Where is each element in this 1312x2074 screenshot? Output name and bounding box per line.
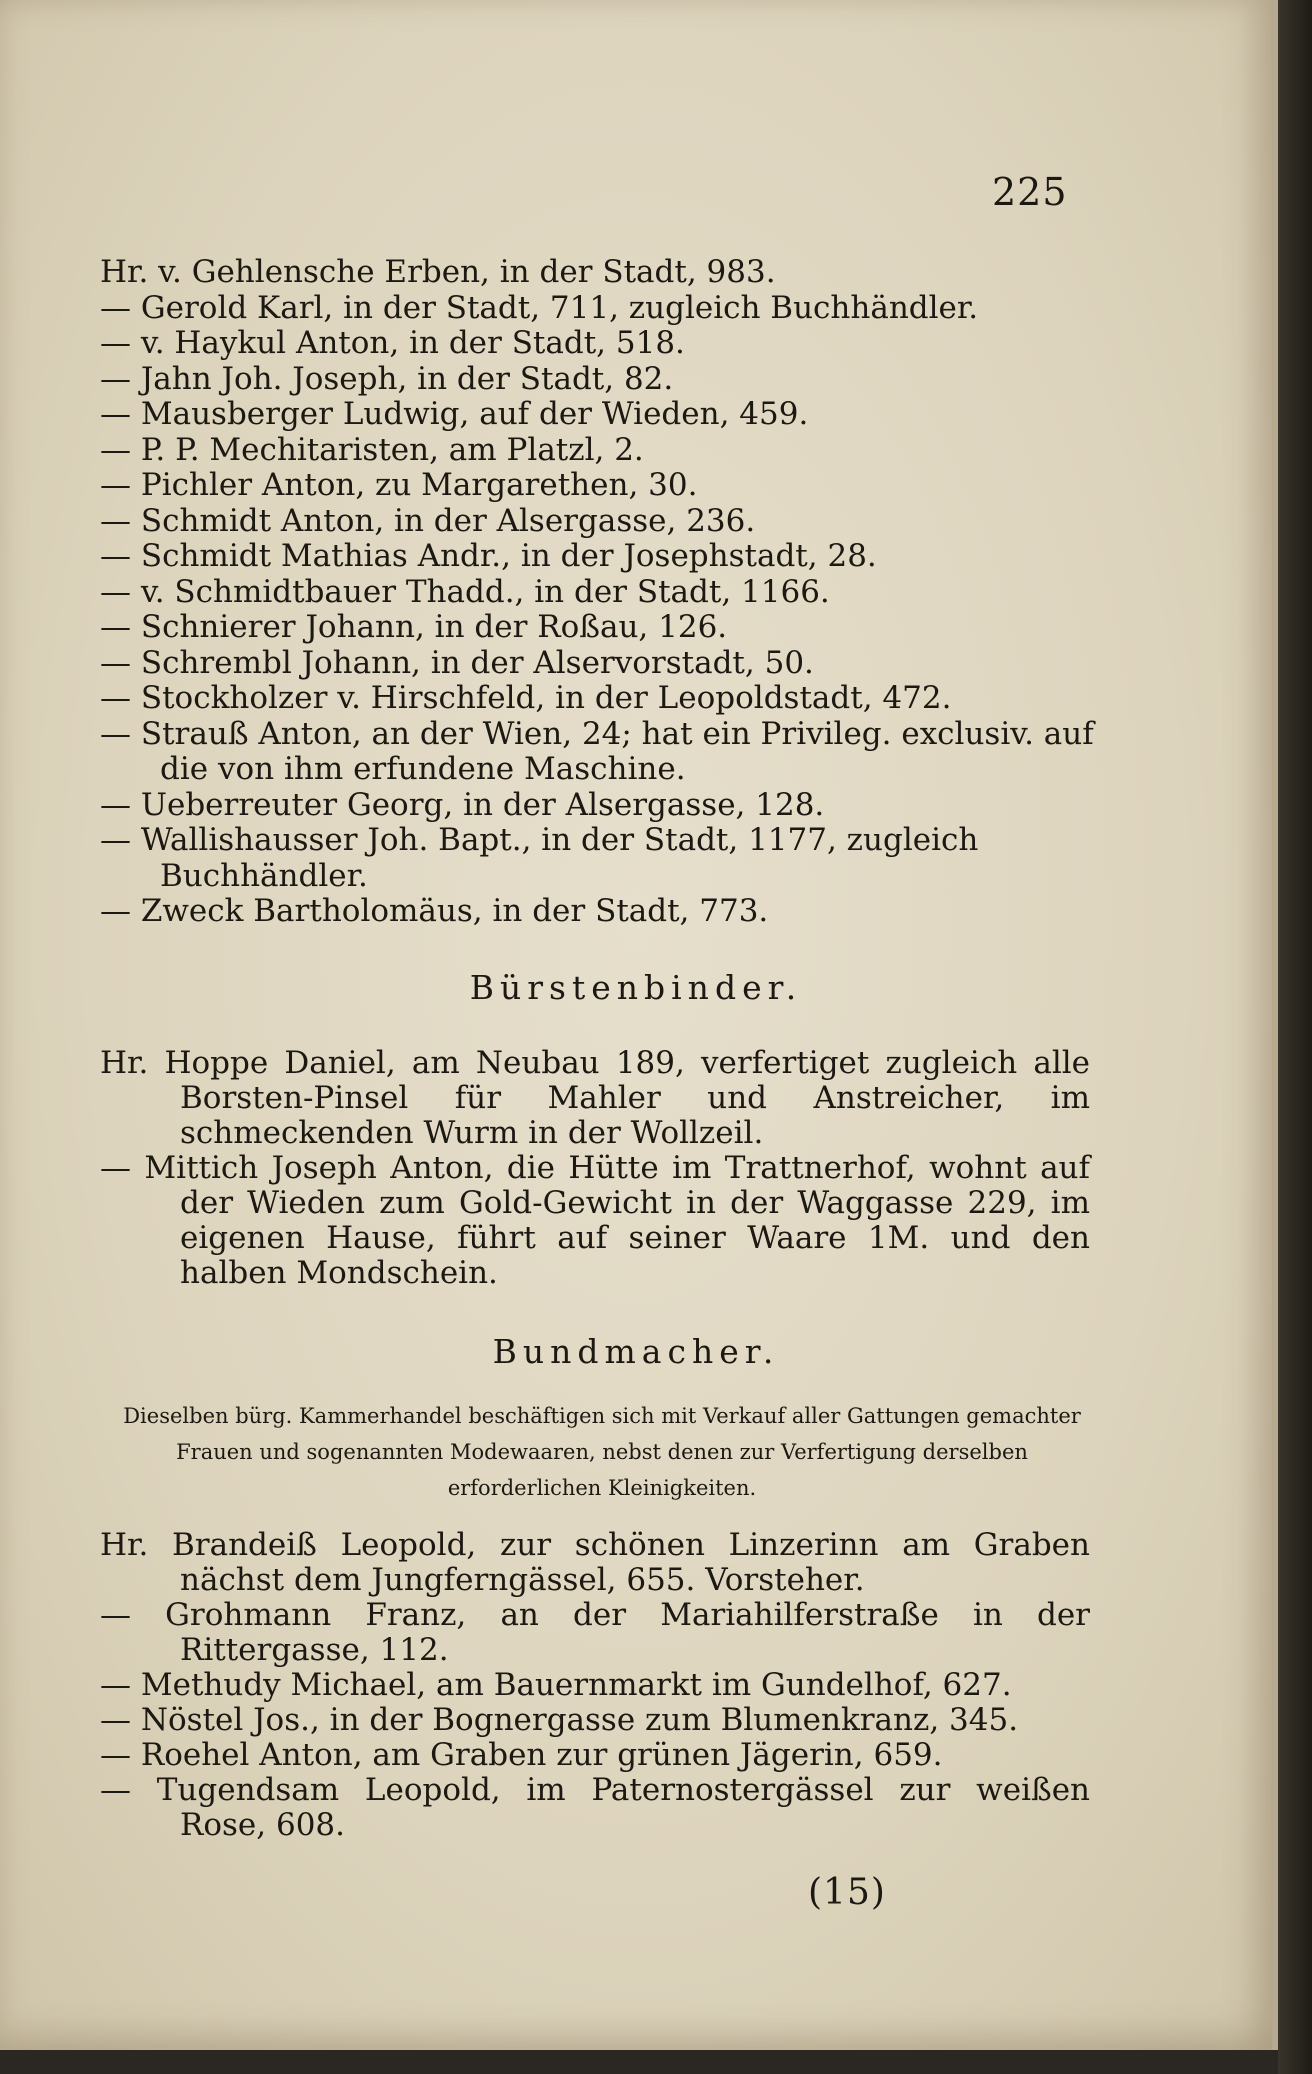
page-number: 225 — [992, 170, 1068, 214]
list-item: — Roehel Anton, am Graben zur grünen Jägerin, 659. — [100, 1737, 943, 1773]
list-item: — v. Haykul Anton, in der Stadt, 518. — [100, 325, 685, 361]
book-gutter — [1278, 0, 1312, 2074]
list-item: — Stockholzer v. Hirschfeld, in der Leopoldstadt, 472. — [100, 680, 952, 716]
bundmacher-note: Dieselben bürg. Kammerhandel beschäftigen sich mit Verkauf aller Gattungen gemachter Frauen und sogenannten Modewaaren, nebst denen zur Verfertigung derselben erforderlichen Kleinigkeiten. — [123, 1404, 1081, 1500]
list-item: — Pichler Anton, zu Margarethen, 30. — [100, 467, 698, 503]
list-item: — Schmidt Mathias Andr., in der Josephstadt, 28. — [100, 538, 877, 574]
list-item: — Gerold Karl, in der Stadt, 711, zugleich Buchhändler. — [100, 289, 979, 326]
section-heading-bundmacher: Bundmacher. — [492, 1332, 780, 1371]
list-item: — Jahn Joh. Joseph, in der Stadt, 82. — [100, 360, 674, 397]
list-item: — Zweck Bartholomäus, in der Stadt, 773. — [100, 893, 769, 929]
list-item: — Grohmann Franz, an der Mariahilferstraße in der Rittergasse, 112. — [100, 1597, 1090, 1668]
list-item: Hr. v. Gehlensche Erben, in der Stadt, 983. — [100, 254, 776, 290]
bundmacher-list — [100, 1528, 1090, 1843]
list-item: — Schmidt Anton, in der Alsergasse, 236. — [100, 502, 756, 539]
list-item: — Methudy Michael, am Bauernmarkt im Gundelhof, 627. — [100, 1667, 1012, 1703]
list-item: — v. Schmidtbauer Thadd., in der Stadt, 1166. — [100, 573, 830, 610]
list-item: Hr. Brandeiß Leopold, zur schönen Linzerinn am Graben nächst dem Jungferngässel, 655. Vorsteher. — [100, 1527, 1090, 1598]
buerstenbinder-list — [100, 1046, 1090, 1291]
list-item: Hr. Hoppe Daniel, am Neubau 189, verfertiget zugleich alle Borsten-Pinsel für Mahler und Anstreicher, im schmeckenden Wurm in der Wollzeil. — [100, 1045, 1090, 1151]
list-item: — Schrembl Johann, in der Alservorstadt, 50. — [100, 644, 814, 681]
list-item: — Nöstel Jos., in der Bognergasse zum Blumenkranz, 345. — [100, 1702, 1019, 1738]
list-item: — Schnierer Johann, in der Roßau, 126. — [100, 609, 728, 645]
printer-signature: (15) — [808, 1872, 886, 1913]
entry-list-section1 — [100, 255, 1100, 930]
list-item: — Mittich Joseph Anton, die Hütte im Trattnerhof, wohnt auf der Wieden zum Gold-Gewicht in der Waggasse 229, im eigenen Hause, führt auf seiner Waare 1M. und den halben Mondschein. — [100, 1150, 1090, 1291]
section-heading-buerstenbinder: Bürstenbinder. — [469, 968, 803, 1007]
list-item: — Tugendsam Leopold, im Paternostergässel zur weißen Rose, 608. — [100, 1772, 1090, 1843]
list-item: — P. P. Mechitaristen, am Platzl, 2. — [100, 431, 644, 468]
list-item: — Wallishausser Joh. Bapt., in der Stadt, 1177, zugleich Buchhändler. — [100, 822, 979, 894]
list-item: — Mausberger Ludwig, auf der Wieden, 459. — [100, 396, 809, 432]
list-item: — Ueberreuter Georg, in der Alsergasse, 128. — [100, 786, 825, 823]
list-item: — Strauß Anton, an der Wien, 24; hat ein Privileg. exclusiv. auf die von ihm erfundene Maschine. — [100, 715, 1094, 787]
